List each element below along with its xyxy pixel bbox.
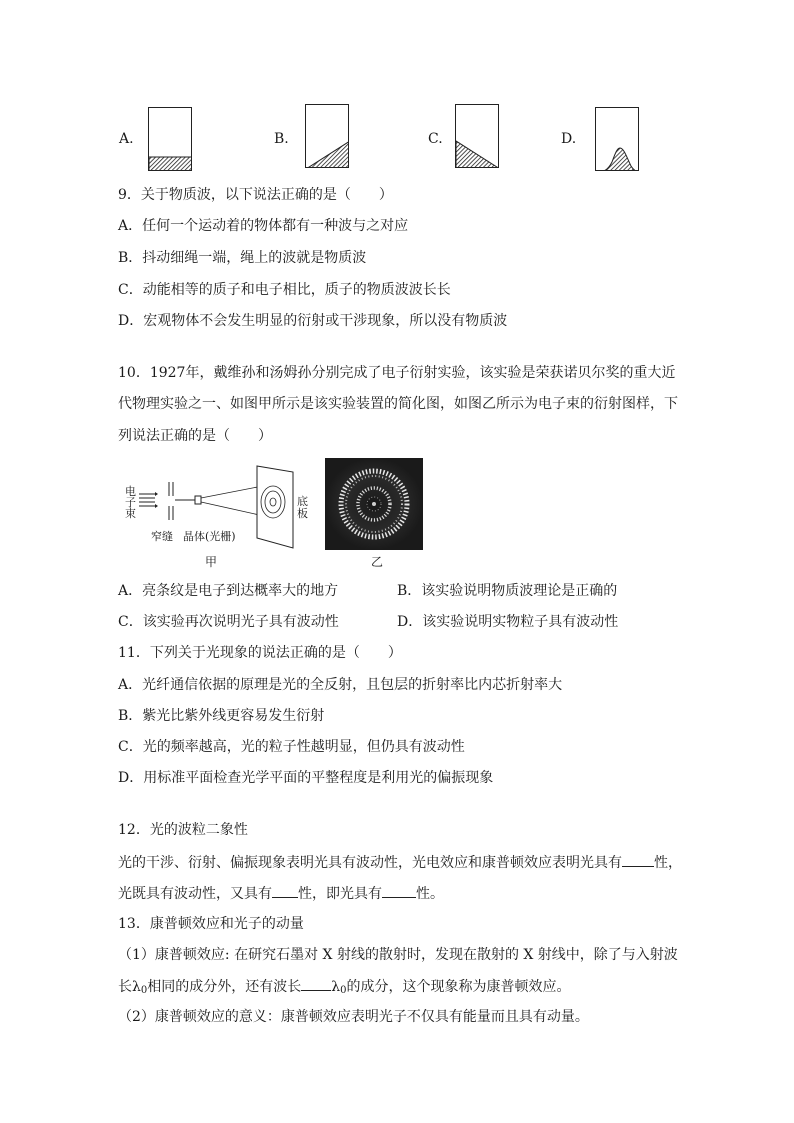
q8-option-c-graph [455, 104, 499, 168]
label-crystal: 晶体(光栅) [183, 530, 236, 543]
q10-stem-line2: 代物理实验之一、如图甲所示是该实验装置的简化图，如图乙所示为电子束的衍射图样，下 [118, 396, 678, 412]
q8-option-b-graph [305, 104, 349, 168]
q12-title: 12．光的波粒二象性 [118, 822, 248, 838]
q8-option-b-label: B. [274, 131, 289, 147]
q9-stem: 9．关于物质波，以下说法正确的是（ ） [118, 187, 393, 203]
q11-option-c: C．光的频率越高，光的粒子性越明显，但仍具有波动性 [118, 739, 465, 755]
q13-text-lambda: 长λ [118, 979, 141, 995]
q9-option-a: A．任何一个运动着的物体都有一种波与之对应 [118, 218, 409, 234]
q13-text-lambda2: λ [331, 979, 341, 995]
diffraction-pattern-image [325, 458, 423, 550]
q12-line1-end: 性， [654, 855, 682, 871]
figure-label-yi: 乙 [371, 555, 384, 569]
q12-line1-text: 光的干涉、衍射、偏振现象表明光具有波动性，光电效应和康普顿效应表明光具有 [118, 855, 622, 871]
q13-text-end: 的成分，这个现象称为康普顿效应。 [346, 979, 571, 995]
q12-blank-2 [272, 883, 298, 898]
q10-stem-line1: 10．1927年，戴维孙和汤姆孙分别完成了电子衍射实验，该实验是荣获诺贝尔奖的重大近 [118, 365, 676, 381]
q13-p2: （2）康普顿效应的意义：康普顿效应表明光子不仅具有能量而且具有动量。 [118, 1009, 589, 1025]
q12-line2 [118, 883, 444, 904]
q13-blank [301, 976, 331, 991]
q12-blank-1 [622, 852, 654, 867]
q9-option-c: C．动能相等的质子和电子相比，质子的物质波波长长 [118, 282, 451, 298]
q8-option-a-label: A. [119, 131, 134, 147]
q9-option-d: D．宏观物体不会发生明显的衍射或干涉现象，所以没有物质波 [118, 313, 508, 329]
q13-p1-line2 [118, 976, 571, 1001]
q11-option-d: D．用标准平面检查光学平面的平整程度是利用光的偏振现象 [118, 770, 494, 786]
q11-option-b: B．紫光比紫外线更容易发生衍射 [118, 708, 325, 724]
q13-text-mid: 相同的成分外，还有波长 [147, 979, 302, 995]
q10-figure-yi [325, 458, 423, 550]
q12-line2-end: 性。 [416, 886, 444, 902]
q10-stem-line3: 列说法正确的是（ ） [118, 428, 272, 444]
q8-option-a-graph [148, 107, 192, 171]
q12-line2-mid: 性，即光具有 [298, 886, 382, 902]
q8-option-c-label: C. [428, 131, 443, 147]
q8-option-d-label: D. [561, 131, 577, 147]
q12-blank-3 [382, 883, 416, 898]
q10-option-a: A．亮条纹是电子到达概率大的地方 [118, 583, 339, 599]
figure-label-jia: 甲 [205, 555, 218, 569]
q10-option-b: B．该实验说明物质波理论是正确的 [397, 583, 618, 599]
q10-option-d: D．该实验说明实物粒子具有波动性 [397, 614, 619, 630]
q13-title: 13．康普顿效应和光子的动量 [118, 916, 304, 932]
q10-figure-jia [125, 460, 315, 560]
q13-subscript-2: 0 [340, 985, 347, 996]
q11-stem: 11．下列关于光现象的说法正确的是（ ） [118, 645, 402, 661]
q13-subscript-1: 0 [140, 985, 148, 996]
q12-line1 [118, 852, 682, 873]
q10-option-c: C．该实验再次说明光子具有波动性 [118, 614, 339, 630]
q9-option-b: B．抖动细绳一端，绳上的波就是物质波 [118, 250, 367, 266]
q8-option-d-graph [595, 107, 639, 171]
label-electron-beam: 电子束 [125, 485, 136, 520]
label-slit: 窄缝 [151, 530, 173, 543]
q11-option-a: A．光纤通信依据的原理是光的全反射，且包层的折射率比内芯折射率大 [118, 677, 563, 693]
label-plate: 底板 [297, 495, 308, 520]
q12-line2-text: 光既具有波动性，又具有 [118, 886, 272, 902]
q13-p1-line1: （1）康普顿效应: 在研究石墨对 X 射线的散射时，发现在散射的 X 射线中，除了与入射波 [118, 947, 678, 963]
